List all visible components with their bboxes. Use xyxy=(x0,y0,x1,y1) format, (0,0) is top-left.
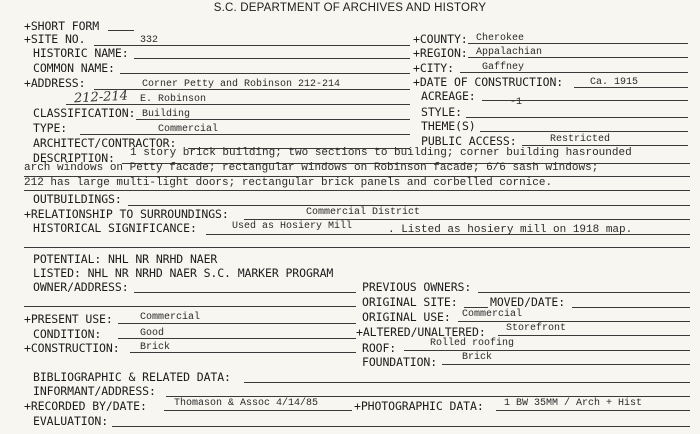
altered-line xyxy=(498,335,690,336)
listed-label: LISTED: NHL NR NRHD NAER S.C. MARKER PROGRAM xyxy=(33,266,334,280)
short-form-label: +SHORT FORM xyxy=(24,19,100,33)
city-label: +CITY: xyxy=(413,61,454,75)
acreage-value: -1 xyxy=(510,97,523,108)
original-site-line xyxy=(464,307,488,308)
region-value: Appalachian xyxy=(476,47,543,58)
condition-label: CONDITION: xyxy=(33,327,102,341)
foundation-line xyxy=(442,364,690,365)
condition-line xyxy=(118,338,356,339)
significance-line xyxy=(206,234,690,235)
significance-line-2 xyxy=(24,247,690,248)
owner-address-label: OWNER/ADDRESS: xyxy=(33,280,129,294)
historic-name-label: HISTORIC NAME: xyxy=(33,46,129,60)
photographic-label: +PHOTOGRAPHIC DATA: xyxy=(354,399,484,413)
city-line xyxy=(460,72,688,73)
address-label: +ADDRESS: xyxy=(24,76,86,90)
altered-value: Storefront xyxy=(506,323,567,334)
description-text-line1: 1 story brick building; two sections to building; corner building hasrounded xyxy=(130,147,632,159)
description-line-3 xyxy=(24,190,690,191)
bibliographic-line xyxy=(244,382,690,383)
style-label: STYLE: xyxy=(421,105,462,119)
site-no-value: 332 xyxy=(140,35,159,46)
city-value: Gaffney xyxy=(482,62,525,73)
construction-value: Brick xyxy=(140,342,171,353)
present-use-label: +PRESENT USE: xyxy=(24,312,113,326)
county-label: +COUNTY: xyxy=(413,32,468,46)
classification-label: CLASSIFICATION: xyxy=(33,106,136,120)
region-label: +REGION: xyxy=(413,46,468,60)
description-text-line2: arch windows on Petty facade; rectangular windows on Robinson facade; 6/6 sash windows; xyxy=(24,162,599,174)
outbuildings-line xyxy=(128,205,690,206)
owner-address-line xyxy=(134,292,356,293)
recorded-by-line xyxy=(164,410,352,411)
common-name-line xyxy=(120,73,410,74)
informant-line xyxy=(166,396,690,397)
informant-label: INFORMANT/ADDRESS: xyxy=(33,384,156,398)
significance-label: HISTORICAL SIGNIFICANCE: xyxy=(33,221,197,235)
public-access-value: Restricted xyxy=(550,134,611,145)
description-text-line3: 212 has large multi-light doors; rectangular brick panels and corbelled cornice. xyxy=(24,177,553,189)
roof-line xyxy=(404,350,690,351)
construction-line xyxy=(130,352,356,353)
theme-line xyxy=(480,131,688,132)
original-use-line xyxy=(458,321,690,322)
evaluation-label: EVALUATION: xyxy=(33,414,109,428)
evaluation-line xyxy=(112,426,690,427)
foundation-label: FOUNDATION: xyxy=(362,355,438,369)
moved-date-label: MOVED/DATE: xyxy=(490,295,566,309)
public-access-line xyxy=(522,145,688,146)
original-use-label: ORIGINAL USE: xyxy=(362,310,451,324)
original-use-value: Commercial xyxy=(462,309,523,320)
acreage-line xyxy=(482,100,688,101)
relationship-value: Commercial District xyxy=(306,207,421,218)
condition-value: Good xyxy=(140,328,165,339)
date-construction-value: Ca. 1915 xyxy=(590,77,639,88)
relationship-line xyxy=(244,219,690,220)
construction-label: +CONSTRUCTION: xyxy=(24,341,120,355)
outbuildings-label: OUTBUILDINGS: xyxy=(33,192,122,206)
address-line xyxy=(94,89,410,90)
description-label: DESCRIPTION: xyxy=(33,151,115,165)
recorded-by-label: +RECORDED BY/DATE: xyxy=(24,399,147,413)
historic-name-line xyxy=(134,58,410,59)
significance-value-a: Used as Hosiery Mill xyxy=(232,221,353,232)
present-use-value: Commercial xyxy=(140,312,201,323)
theme-label: THEME(S) xyxy=(421,119,476,133)
present-use-line xyxy=(118,323,356,324)
county-line xyxy=(468,43,688,44)
address-handwritten-value: 212-214 xyxy=(73,88,129,107)
date-construction-line xyxy=(574,87,688,88)
relationship-label: +RELATIONSHIP TO SURROUNDINGS: xyxy=(24,207,229,221)
classification-value: Building xyxy=(142,109,191,120)
form-title: S.C. DEPARTMENT OF ARCHIVES AND HISTORY xyxy=(213,2,487,14)
moved-date-line xyxy=(572,307,690,308)
address-value-line1: Corner Petty and Robinson 212-214 xyxy=(142,79,341,90)
short-form-line xyxy=(108,30,134,31)
classification-line xyxy=(136,119,410,120)
common-name-label: COMMON NAME: xyxy=(33,61,115,75)
type-line xyxy=(80,134,410,135)
owner-address-line-2 xyxy=(24,306,356,307)
previous-owners-label: PREVIOUS OWNERS: xyxy=(362,280,472,294)
recorded-by-value: Thomason & Assoc 4/14/85 xyxy=(174,398,319,409)
region-line xyxy=(468,57,688,58)
potential-label: POTENTIAL: NHL NR NRHD NAER xyxy=(33,252,218,266)
site-no-line xyxy=(94,45,410,46)
type-value: Commercial xyxy=(158,124,219,135)
acreage-label: ACREAGE: xyxy=(421,89,476,103)
site-no-label: +SITE NO. xyxy=(24,32,86,46)
style-line xyxy=(466,117,688,118)
altered-label: +ALTERED/UNALTERED: xyxy=(356,325,486,339)
photographic-line xyxy=(496,410,690,411)
original-site-label: ORIGINAL SITE: xyxy=(362,295,458,309)
significance-value-b: . Listed as hosiery mill on 1918 map. xyxy=(388,224,633,236)
foundation-value: Brick xyxy=(462,352,493,363)
photographic-value: 1 BW 35MM / Arch + Hist xyxy=(504,398,643,409)
bibliographic-label: BIBLIOGRAPHIC & RELATED DATA: xyxy=(33,370,231,384)
previous-owners-line xyxy=(478,292,690,293)
address-line-2 xyxy=(66,104,410,105)
public-access-label: PUBLIC ACCESS: xyxy=(421,134,517,148)
roof-value: Rolled roofing xyxy=(430,338,515,349)
date-construction-label: +DATE OF CONSTRUCTION: xyxy=(413,75,564,89)
type-label: TYPE: xyxy=(33,121,68,135)
county-value: Cherokee xyxy=(476,33,525,44)
roof-label: ROOF: xyxy=(362,341,397,355)
address-value-line2: E. Robinson xyxy=(140,94,207,105)
architect-label: ARCHITECT/CONTRACTOR: xyxy=(33,136,177,150)
